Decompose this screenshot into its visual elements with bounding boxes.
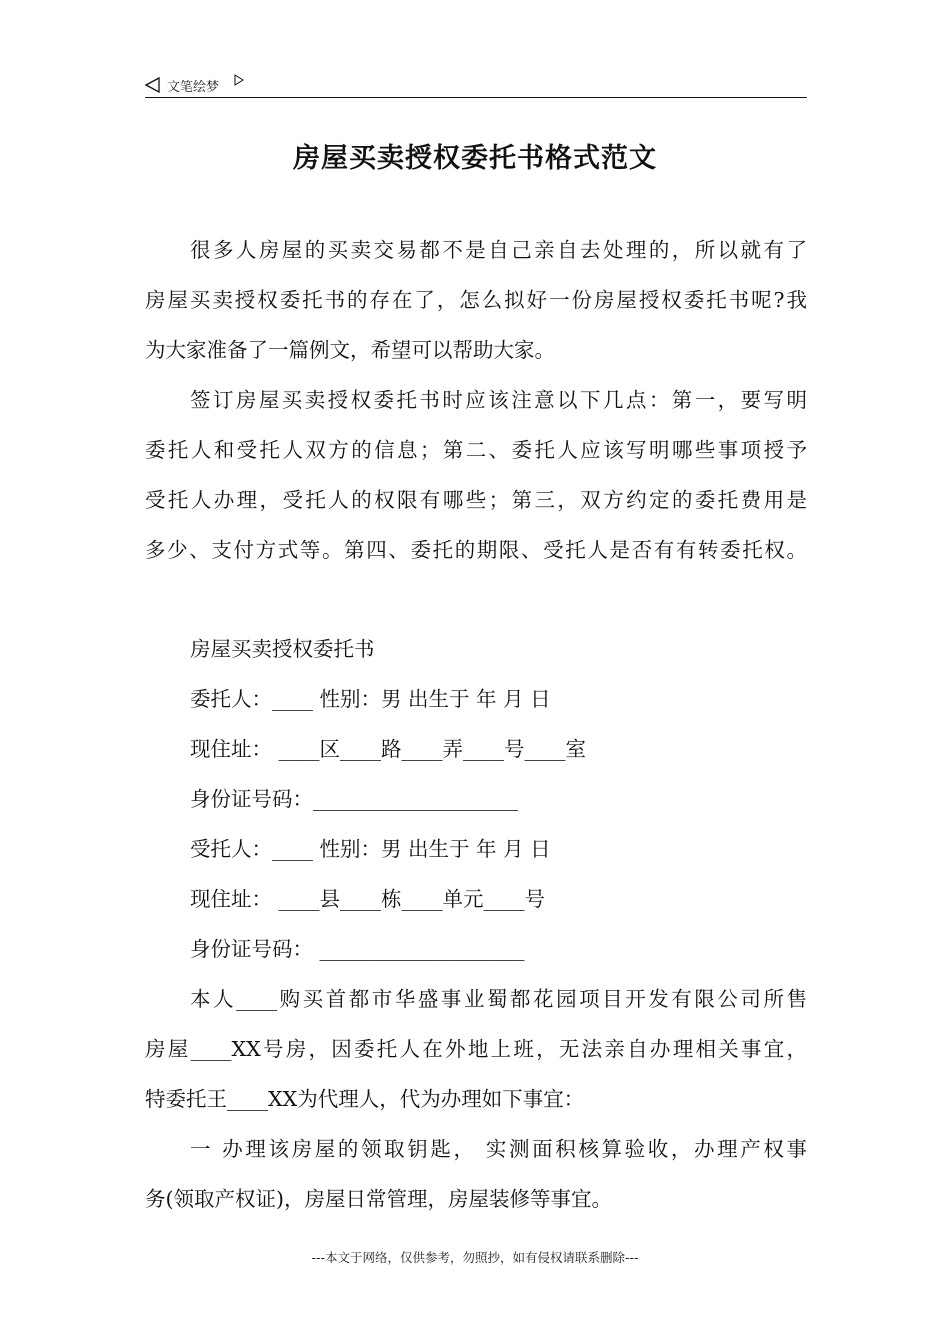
document-title: 房屋买卖授权委托书格式范文	[293, 143, 657, 174]
paragraph-line: 房屋买卖授权委托书的存在了，怎么拟好一份房屋授权委托书呢?我	[145, 288, 807, 312]
paragraph-line: 房屋____XX号房，因委托人在外地上班，无法亲自办理相关事宜，	[145, 1037, 807, 1061]
form-title: 房屋买卖授权委托书	[190, 637, 375, 661]
form-line-agent-id: 身份证号码： ____________________	[190, 937, 525, 961]
paragraph-line: 本人____购买首都市华盛事业蜀都花园项目开发有限公司所售	[190, 987, 807, 1011]
form-line-agent: 受托人：____ 性别：男 出生于 年 月 日	[190, 837, 551, 861]
page-header	[145, 73, 807, 97]
form-line-principal-id: 身份证号码：____________________	[190, 787, 518, 811]
form-line-principal: 委托人：____ 性别：男 出生于 年 月 日	[190, 687, 551, 711]
paragraph-line: 多少、支付方式等。第四、委托的期限、受托人是否有有转委托权。	[145, 538, 807, 562]
paragraph-line: 特委托王____XX为代理人，代为办理如下事宜：	[145, 1087, 585, 1111]
page-footer: ---本文于网络，仅供参考，勿照抄，如有侵权请联系删除---	[311, 1250, 639, 1265]
left-triangle-icon	[145, 77, 161, 97]
paragraph-line: 受托人办理，受托人的权限有哪些；第三，双方约定的委托费用是	[145, 488, 807, 512]
form-line-principal-address: 现住址： ____区____路____弄____号____室	[190, 737, 587, 761]
paragraph-line: 委托人和受托人双方的信息；第二、委托人应该写明哪些事项授予	[145, 438, 807, 462]
paragraph-line: 务(领取产权证)，房屋日常管理，房屋装修等事宜。	[145, 1187, 612, 1211]
right-triangle-icon	[234, 74, 244, 90]
paragraph-line: 为大家准备了一篇例文，希望可以帮助大家。	[145, 338, 555, 362]
paragraph-line: 一 办理该房屋的领取钥匙， 实测面积核算验收，办理产权事	[190, 1137, 807, 1161]
header-brand: 文笔绘梦	[167, 80, 220, 95]
paragraph-line: 签订房屋买卖授权委托书时应该注意以下几点：第一，要写明	[190, 388, 807, 412]
header-divider	[145, 97, 807, 98]
form-line-agent-address: 现住址： ____县____栋____单元____号	[190, 887, 546, 911]
paragraph-line: 很多人房屋的买卖交易都不是自己亲自去处理的，所以就有了	[190, 238, 807, 262]
